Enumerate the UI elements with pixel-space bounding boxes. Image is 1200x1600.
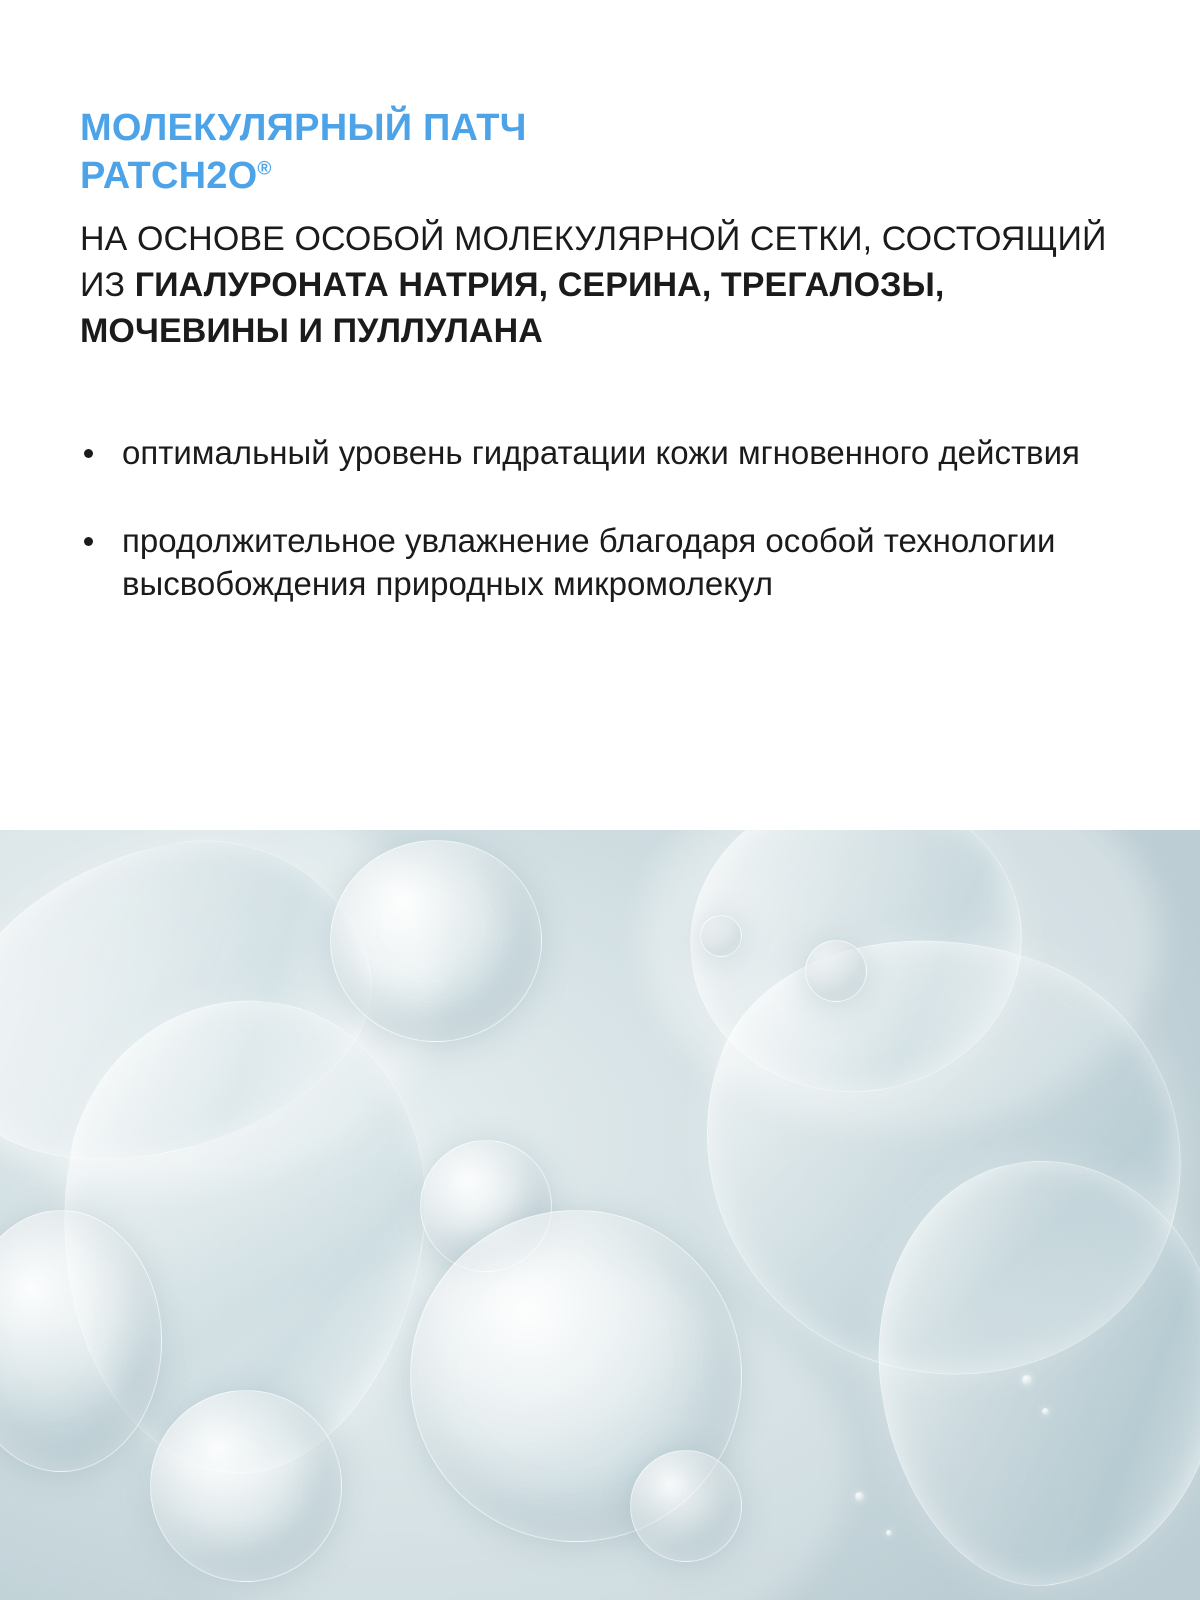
subtitle-bold: ГИАЛУРОНАТА НАТРИЯ, СЕРИНА, ТРЕГАЛОЗЫ, МОЧЕВИНЫ И ПУЛЛУЛАНА	[80, 266, 945, 351]
decorative-bubble	[630, 1450, 742, 1562]
decorative-droplet	[886, 1530, 892, 1536]
decorative-droplet	[1042, 1408, 1049, 1415]
subtitle-regular: НА ОСНОВЕ ОСОБОЙ МОЛЕКУЛЯРНОЙ СЕТКИ, СОСТОЯЩИЙ ИЗ	[80, 220, 1107, 305]
headline-line-1: МОЛЕКУЛЯРНЫЙ ПАТЧ	[80, 107, 527, 149]
decorative-bubble	[700, 915, 742, 957]
decorative-droplet	[1022, 1375, 1032, 1385]
bullet-dot-icon	[84, 537, 93, 546]
list-item	[80, 519, 1120, 607]
list-item	[80, 431, 1120, 475]
decorative-bubble	[805, 940, 867, 1002]
page-title	[80, 105, 1120, 200]
headline-line-2	[80, 153, 1120, 201]
decorative-bubble	[330, 840, 542, 1042]
subtitle	[80, 216, 1120, 355]
decorative-droplet	[855, 1492, 864, 1501]
bullet-dot-icon	[84, 449, 93, 458]
list-item-label: продолжительное увлажнение благодаря особой технологии высвобождения природных микромолекул	[122, 521, 1056, 603]
list-item-label: оптимальный уровень гидратации кожи мгновенного действия	[122, 433, 1080, 471]
registered-trademark-icon: ®	[257, 157, 272, 179]
product-photo	[0, 830, 1200, 1600]
decorative-bubble	[150, 1390, 342, 1582]
brand-name: PATCH2O	[80, 154, 258, 197]
benefits-list	[80, 431, 1120, 607]
